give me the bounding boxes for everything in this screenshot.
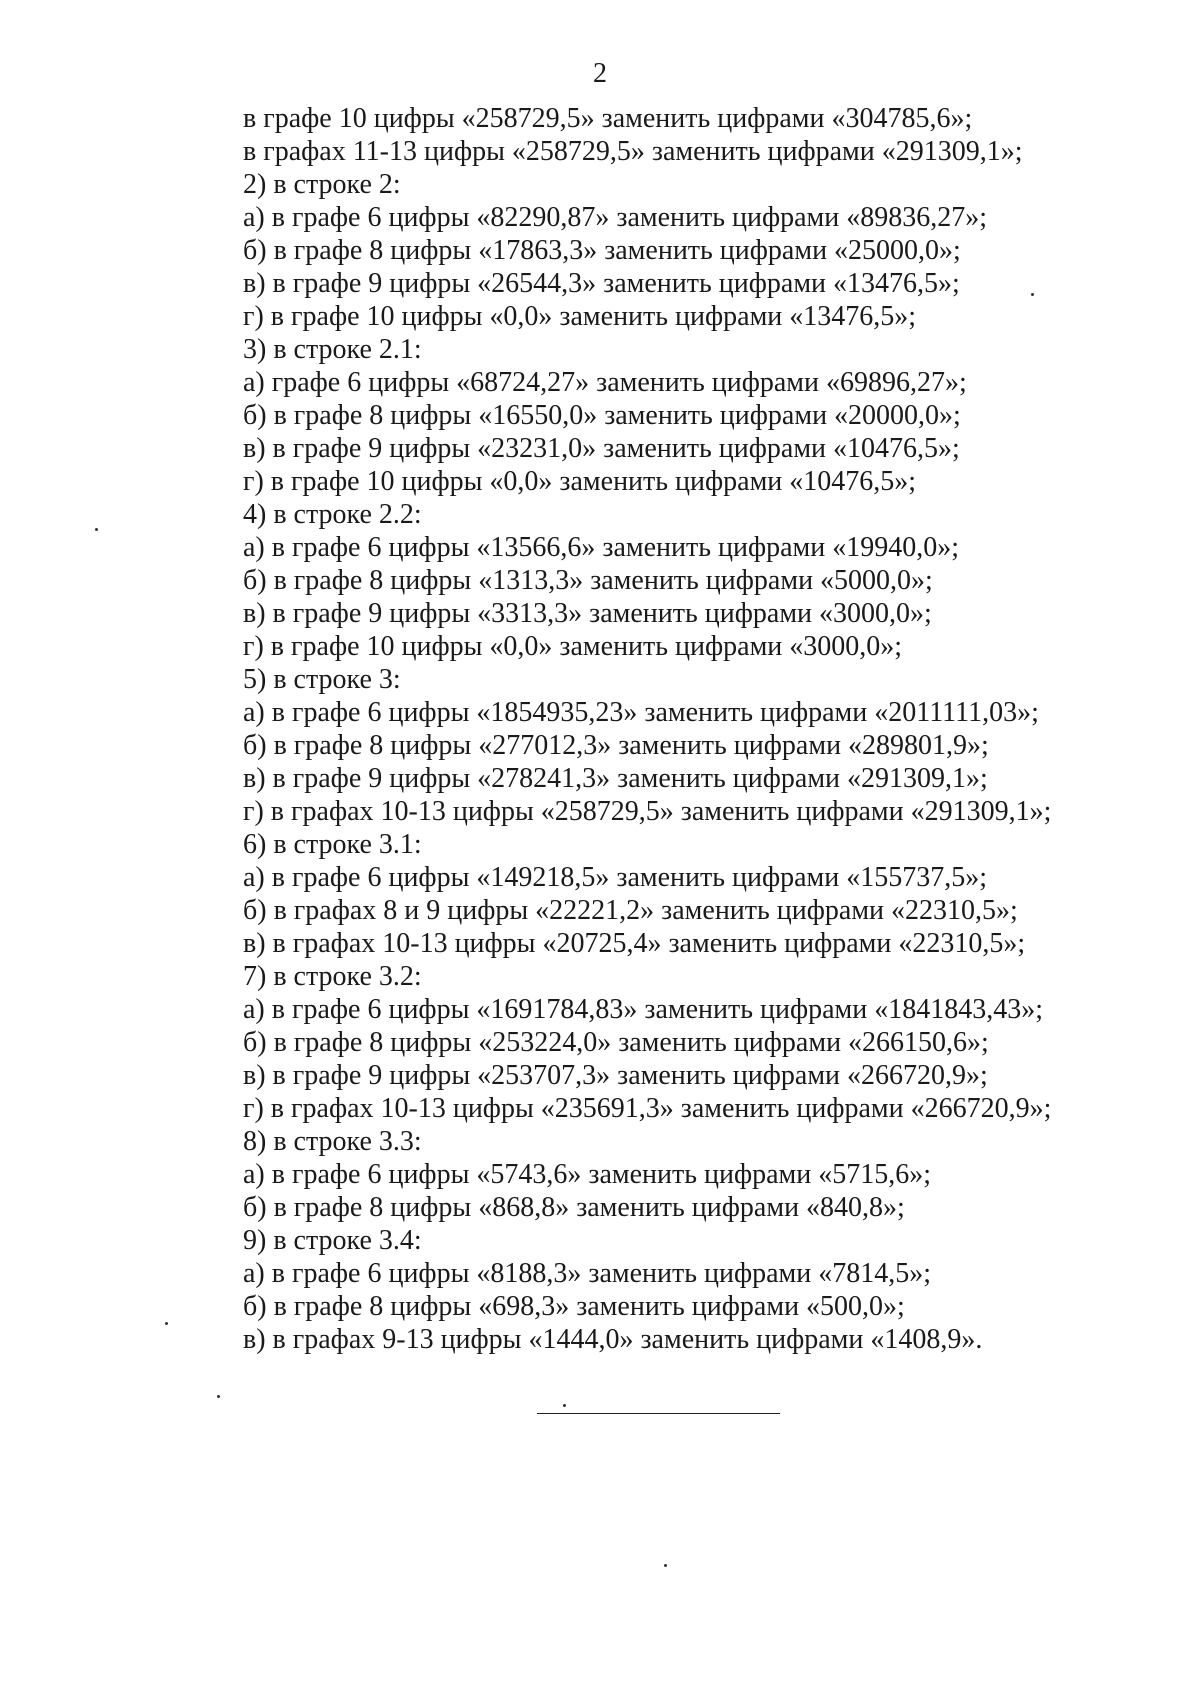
amendment-heading: 6) в строке 3.1: bbox=[243, 829, 422, 860]
amendment-line: в) в графе 9 цифры «253707,3» заменить цифрами «266720,9»; bbox=[243, 1060, 988, 1091]
amendment-heading: 8) в строке 3.3: bbox=[243, 1126, 422, 1157]
amendment-line: в графах 11-13 цифры «258729,5» заменить цифрами «291309,1»; bbox=[243, 136, 1023, 167]
amendment-line: в) в графах 9-13 цифры «1444,0» заменить цифрами «1408,9». bbox=[243, 1324, 983, 1355]
scan-speck bbox=[563, 1404, 566, 1407]
amendment-line: б) в графе 8 цифры «868,8» заменить цифрами «840,8»; bbox=[243, 1192, 905, 1223]
page-number: 2 bbox=[593, 58, 607, 89]
amendment-line: в) в графе 9 цифры «23231,0» заменить цифрами «10476,5»; bbox=[243, 433, 960, 464]
amendment-heading: 3) в строке 2.1: bbox=[243, 334, 422, 365]
scan-speck bbox=[95, 528, 98, 531]
amendment-heading: 9) в строке 3.4: bbox=[243, 1225, 422, 1256]
amendment-line: г) в графе 10 цифры «0,0» заменить цифрами «3000,0»; bbox=[243, 631, 903, 662]
amendment-list bbox=[243, 102, 1143, 1356]
amendment-line: г) в графе 10 цифры «0,0» заменить цифрами «10476,5»; bbox=[243, 466, 917, 497]
amendment-line: б) в графе 8 цифры «16550,0» заменить цифрами «20000,0»; bbox=[243, 400, 961, 431]
amendment-line: в) в графах 10-13 цифры «20725,4» заменить цифрами «22310,5»; bbox=[243, 928, 1026, 959]
amendment-line: б) в графе 8 цифры «277012,3» заменить цифрами «289801,9»; bbox=[243, 730, 989, 761]
end-rule bbox=[537, 1413, 780, 1414]
amendment-line: в графе 10 цифры «258729,5» заменить цифрами «304785,6»; bbox=[243, 103, 973, 134]
amendment-heading: 4) в строке 2.2: bbox=[243, 499, 422, 530]
amendment-line: г) в графах 10-13 цифры «235691,3» заменить цифрами «266720,9»; bbox=[243, 1093, 1052, 1124]
amendment-line: б) в графах 8 и 9 цифры «22221,2» заменить цифрами «22310,5»; bbox=[243, 895, 1018, 926]
amendment-line: г) в графе 10 цифры «0,0» заменить цифрами «13476,5»; bbox=[243, 301, 917, 332]
scan-speck bbox=[165, 1322, 168, 1325]
amendment-line: а) в графе 6 цифры «1691784,83» заменить цифрами «1841843,43»; bbox=[243, 994, 1044, 1025]
scan-speck bbox=[217, 1395, 220, 1398]
scan-speck bbox=[1031, 293, 1034, 296]
amendment-heading: 2) в строке 2: bbox=[243, 169, 401, 200]
amendment-line: б) в графе 8 цифры «698,3» заменить цифрами «500,0»; bbox=[243, 1291, 905, 1322]
amendment-heading: 7) в строке 3.2: bbox=[243, 961, 422, 992]
amendment-line: а) в графе 6 цифры «5743,6» заменить цифрами «5715,6»; bbox=[243, 1159, 932, 1190]
amendment-line: в) в графе 9 цифры «26544,3» заменить цифрами «13476,5»; bbox=[243, 268, 960, 299]
amendment-line: а) графе 6 цифры «68724,27» заменить цифрами «69896,27»; bbox=[243, 367, 967, 398]
amendment-line: г) в графах 10-13 цифры «258729,5» заменить цифрами «291309,1»; bbox=[243, 796, 1052, 827]
amendment-line: а) в графе 6 цифры «8188,3» заменить цифрами «7814,5»; bbox=[243, 1258, 932, 1289]
amendment-line: а) в графе 6 цифры «13566,6» заменить цифрами «19940,0»; bbox=[243, 532, 960, 563]
amendment-line: б) в графе 8 цифры «253224,0» заменить цифрами «266150,6»; bbox=[243, 1027, 989, 1058]
amendment-line: б) в графе 8 цифры «17863,3» заменить цифрами «25000,0»; bbox=[243, 235, 961, 266]
amendment-line: а) в графе 6 цифры «149218,5» заменить цифрами «155737,5»; bbox=[243, 862, 988, 893]
amendment-heading: 5) в строке 3: bbox=[243, 664, 401, 695]
amendment-line: а) в графе 6 цифры «1854935,23» заменить цифрами «2011111,03»; bbox=[243, 697, 1039, 728]
amendment-line: в) в графе 9 цифры «3313,3» заменить цифрами «3000,0»; bbox=[243, 598, 932, 629]
amendment-line: б) в графе 8 цифры «1313,3» заменить цифрами «5000,0»; bbox=[243, 565, 933, 596]
amendment-line: в) в графе 9 цифры «278241,3» заменить цифрами «291309,1»; bbox=[243, 763, 988, 794]
amendment-line: а) в графе 6 цифры «82290,87» заменить цифрами «89836,27»; bbox=[243, 202, 988, 233]
scan-speck bbox=[664, 1564, 667, 1567]
